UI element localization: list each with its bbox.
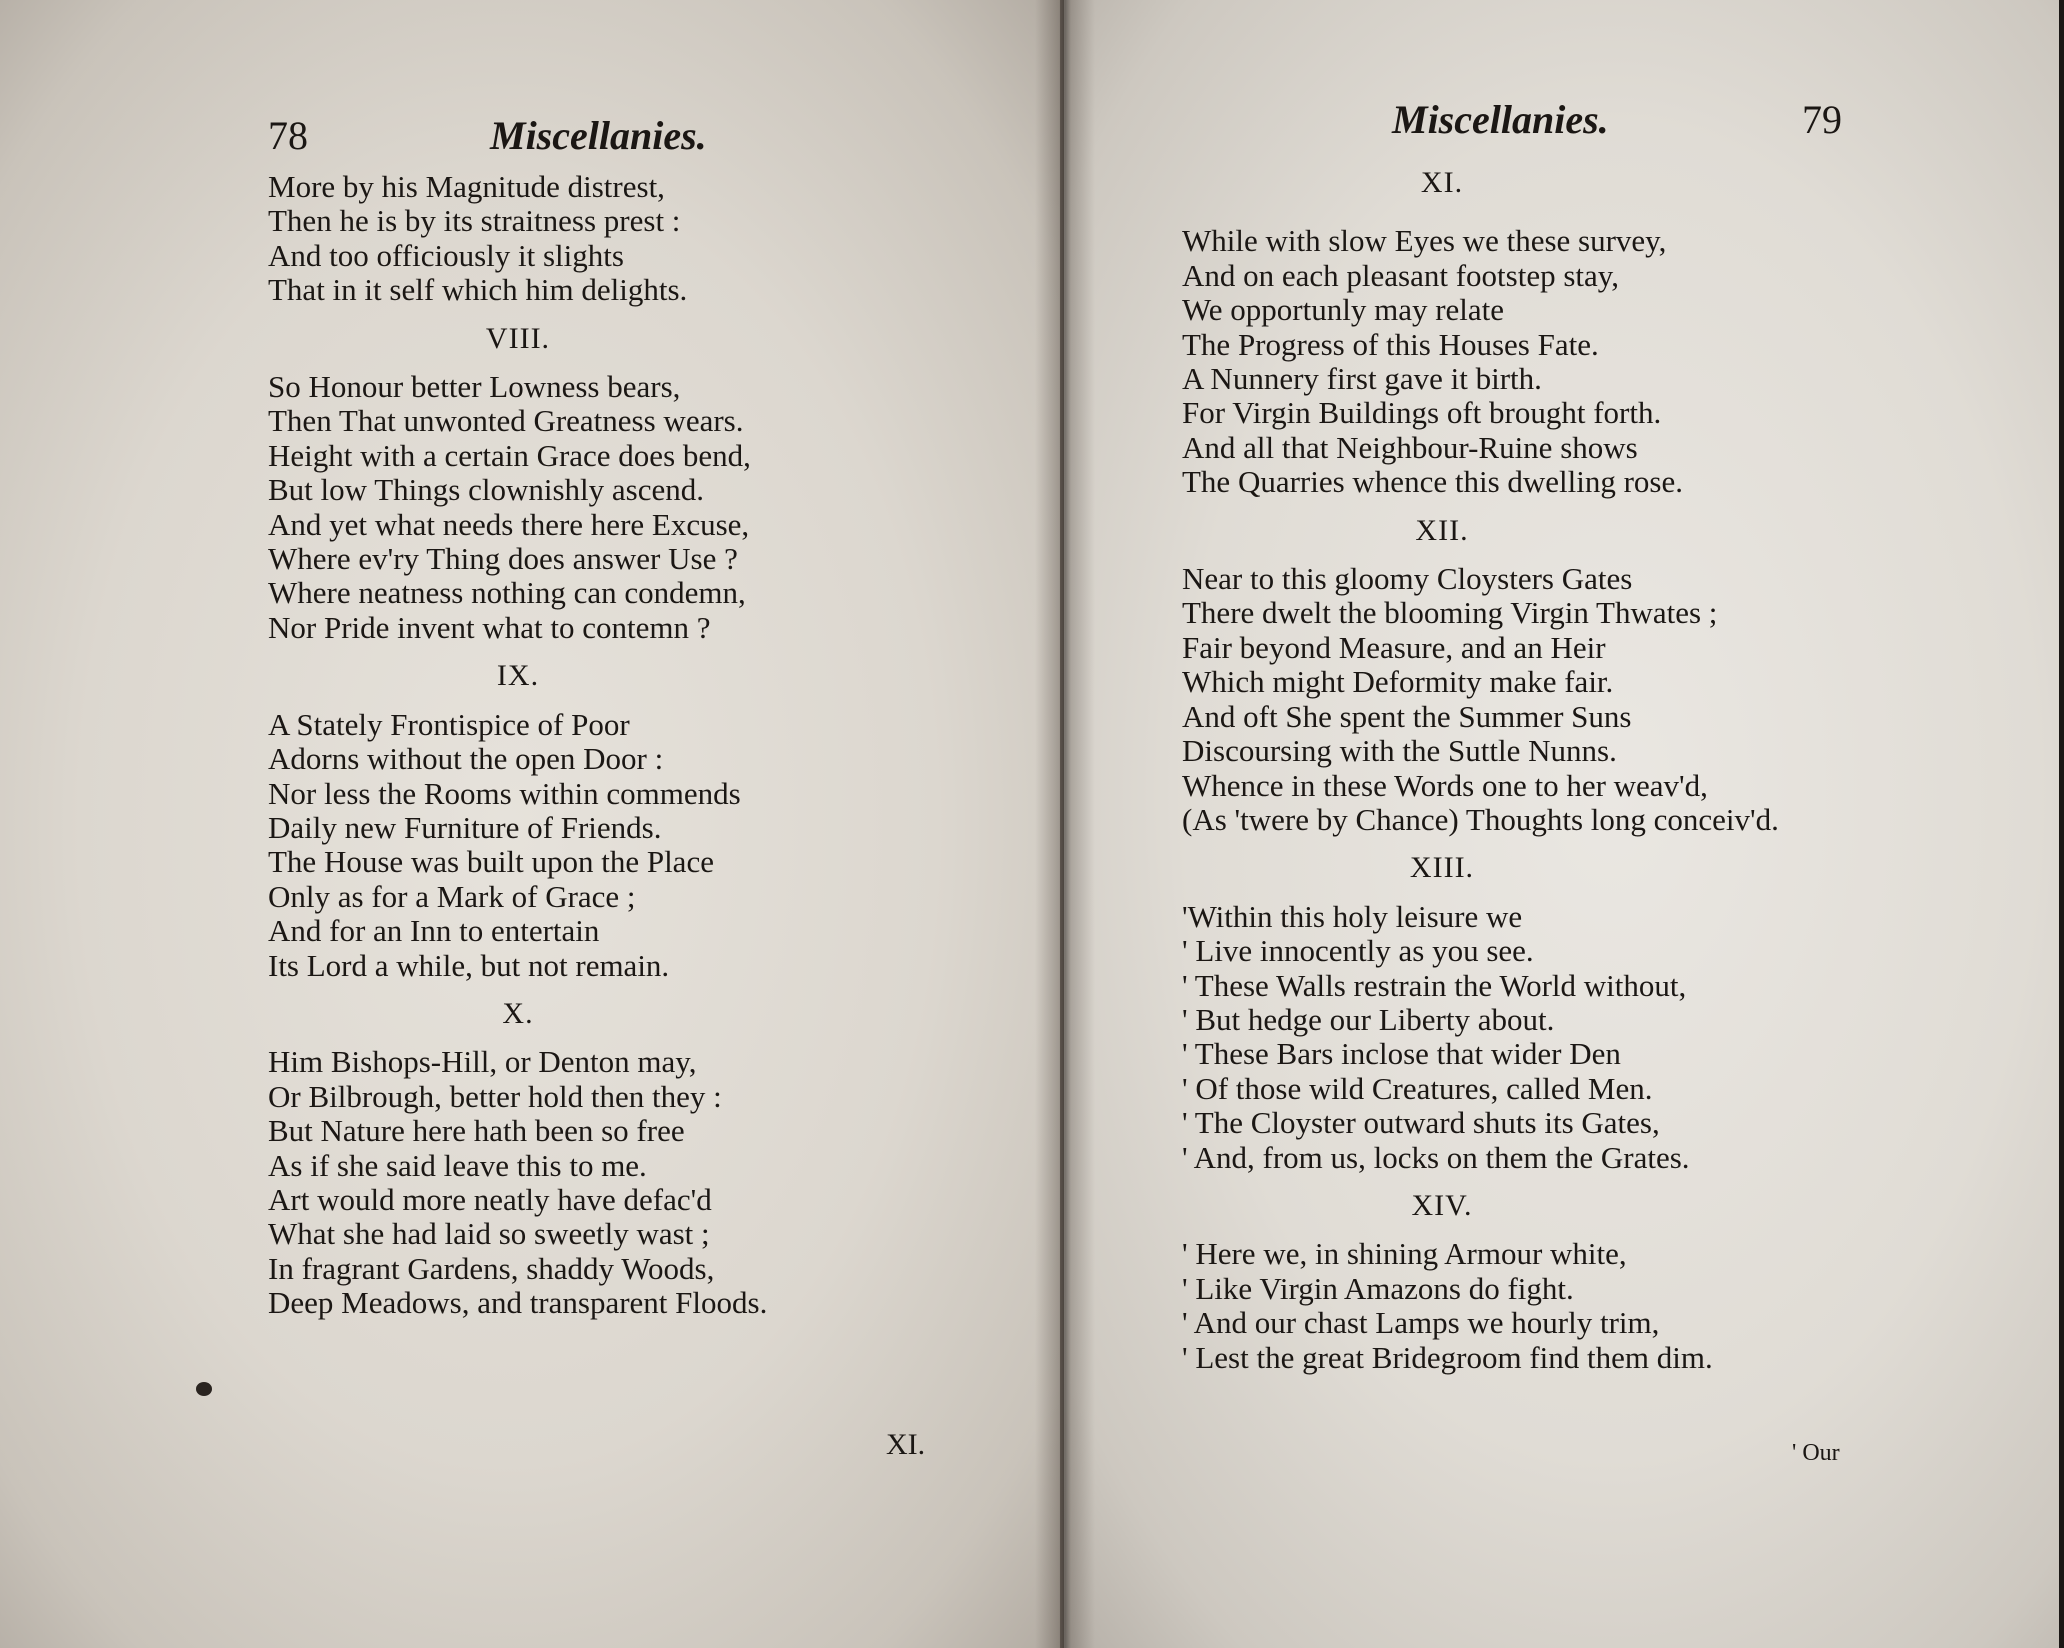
poem-line: And for an Inn to entertain	[268, 913, 600, 949]
stanza-numeral: XIII.	[1409, 851, 1475, 885]
right-page-number: 79	[1802, 97, 1842, 142]
poem-line: Where ev'ry Thing does answer Use ?	[268, 541, 738, 577]
poem-line: Only as for a Mark of Grace ;	[268, 878, 636, 914]
poem-line: So Honour better Lowness bears,	[268, 369, 681, 405]
poem-line: ' But hedge our Liberty about.	[1182, 1001, 1555, 1037]
left-poem-text	[268, 170, 968, 1321]
poem-line: And all that Neighbour-Ruine shows	[1182, 429, 1638, 465]
poem-line: Where neatness nothing can condemn,	[268, 575, 746, 611]
poem-line: A Stately Frontispice of Poor	[268, 706, 630, 742]
poem-line: ' Of those wild Creatures, called Men.	[1182, 1070, 1653, 1106]
poem-line: But low Things clownishly ascend.	[268, 472, 704, 508]
poem-line: Its Lord a while, but not remain.	[268, 947, 670, 983]
left-catchword: XI.	[886, 1428, 926, 1461]
poem-line: Height with a certain Grace does bend,	[268, 437, 751, 473]
poem-line: What she had laid so sweetly wast ;	[268, 1216, 710, 1252]
poem-line: And too officiously it slights	[268, 237, 624, 273]
poem-line: ' And our chast Lamps we hourly trim,	[1182, 1305, 1660, 1341]
poem-line: ' These Walls restrain the World without,	[1182, 967, 1687, 1003]
poem-line: There dwelt the blooming Virgin Thwates ;	[1182, 595, 1718, 631]
poem-line: The Quarries whence this dwelling rose.	[1182, 464, 1684, 500]
poem-line: In fragrant Gardens, shaddy Woods,	[268, 1250, 715, 1286]
poem-line: Nor Pride invent what to contemn ?	[268, 609, 711, 645]
poem-line: For Virgin Buildings oft brought forth.	[1182, 395, 1662, 431]
stanza-numeral: XI.	[1420, 166, 1464, 199]
stanza-numeral: XII.	[1415, 513, 1469, 547]
poem-line: The House was built upon the Place	[268, 844, 714, 880]
poem-line: And oft She spent the Summer Suns	[1182, 698, 1632, 734]
right-catchword: ' Our	[1792, 1440, 1840, 1466]
poem-line: Him Bishops-Hill, or Denton may,	[268, 1044, 697, 1080]
stanza-numeral: IX.	[496, 659, 540, 693]
poem-line: ' The Cloyster outward shuts its Gates,	[1182, 1105, 1660, 1141]
poem-line: Daily new Furniture of Friends.	[268, 809, 662, 845]
poem-line: We opportunly may relate	[1182, 292, 1505, 328]
poem-line: Which might Deformity make fair.	[1182, 664, 1614, 700]
poem-line: ' Like Virgin Amazons do fight.	[1182, 1270, 1574, 1306]
poem-line: Then he is by its straitness prest :	[268, 203, 681, 239]
poem-line: And on each pleasant footstep stay,	[1182, 257, 1620, 293]
right-running-title: Miscellanies.	[1392, 97, 1609, 142]
poem-line: The Progress of this Houses Fate.	[1182, 326, 1599, 362]
poem-line: ' Lest the great Bridegroom find them dim.	[1182, 1339, 1713, 1375]
poem-line: ' Here we, in shining Armour white,	[1182, 1236, 1627, 1272]
stanza-numeral: VIII.	[485, 321, 551, 355]
poem-line: ' And, from us, locks on them the Grates.	[1182, 1139, 1690, 1175]
poem-line: A Nunnery first gave it birth.	[1182, 361, 1542, 397]
poem-line: But Nature here hath been so free	[268, 1113, 685, 1149]
right-poem-text	[1182, 166, 1902, 1375]
left-page-number: 78	[268, 113, 308, 158]
left-running-title: Miscellanies.	[490, 113, 707, 158]
poem-line: Fair beyond Measure, and an Heir	[1182, 629, 1606, 665]
poem-line: As if she said leave this to me.	[268, 1147, 647, 1183]
poem-line: Or Bilbrough, better hold then they :	[268, 1078, 722, 1114]
poem-line: 'Within this holy leisure we	[1182, 898, 1523, 934]
poem-line: More by his Magnitude distrest,	[268, 169, 665, 204]
right-page	[1064, 0, 2059, 1648]
poem-line: And yet what needs there here Excuse,	[268, 506, 750, 542]
poem-line: Near to this gloomy Cloysters Gates	[1182, 561, 1633, 597]
poem-line: ' Live innocently as you see.	[1182, 933, 1534, 969]
poem-line: That in it self which him delights.	[268, 272, 688, 308]
poem-line: Whence in these Words one to her weav'd,	[1182, 767, 1708, 803]
poem-line: Discoursing with the Suttle Nunns.	[1182, 733, 1617, 769]
poem-line: Adorns without the open Door :	[268, 741, 664, 777]
poem-line: Art would more neatly have defac'd	[268, 1181, 712, 1217]
poem-line: (As 'twere by Chance) Thoughts long conceiv'd.	[1182, 801, 1779, 837]
stanza-numeral: X.	[502, 996, 534, 1030]
poem-line: Deep Meadows, and transparent Floods.	[268, 1285, 768, 1321]
poem-line: While with slow Eyes we these survey,	[1182, 223, 1667, 259]
poem-line: ' These Bars inclose that wider Den	[1182, 1036, 1621, 1072]
poem-line: Nor less the Rooms within commends	[268, 775, 741, 811]
stanza-numeral: XIV.	[1411, 1188, 1473, 1222]
ink-spot	[196, 1382, 212, 1396]
poem-line: Then That unwonted Greatness wears.	[268, 403, 744, 439]
